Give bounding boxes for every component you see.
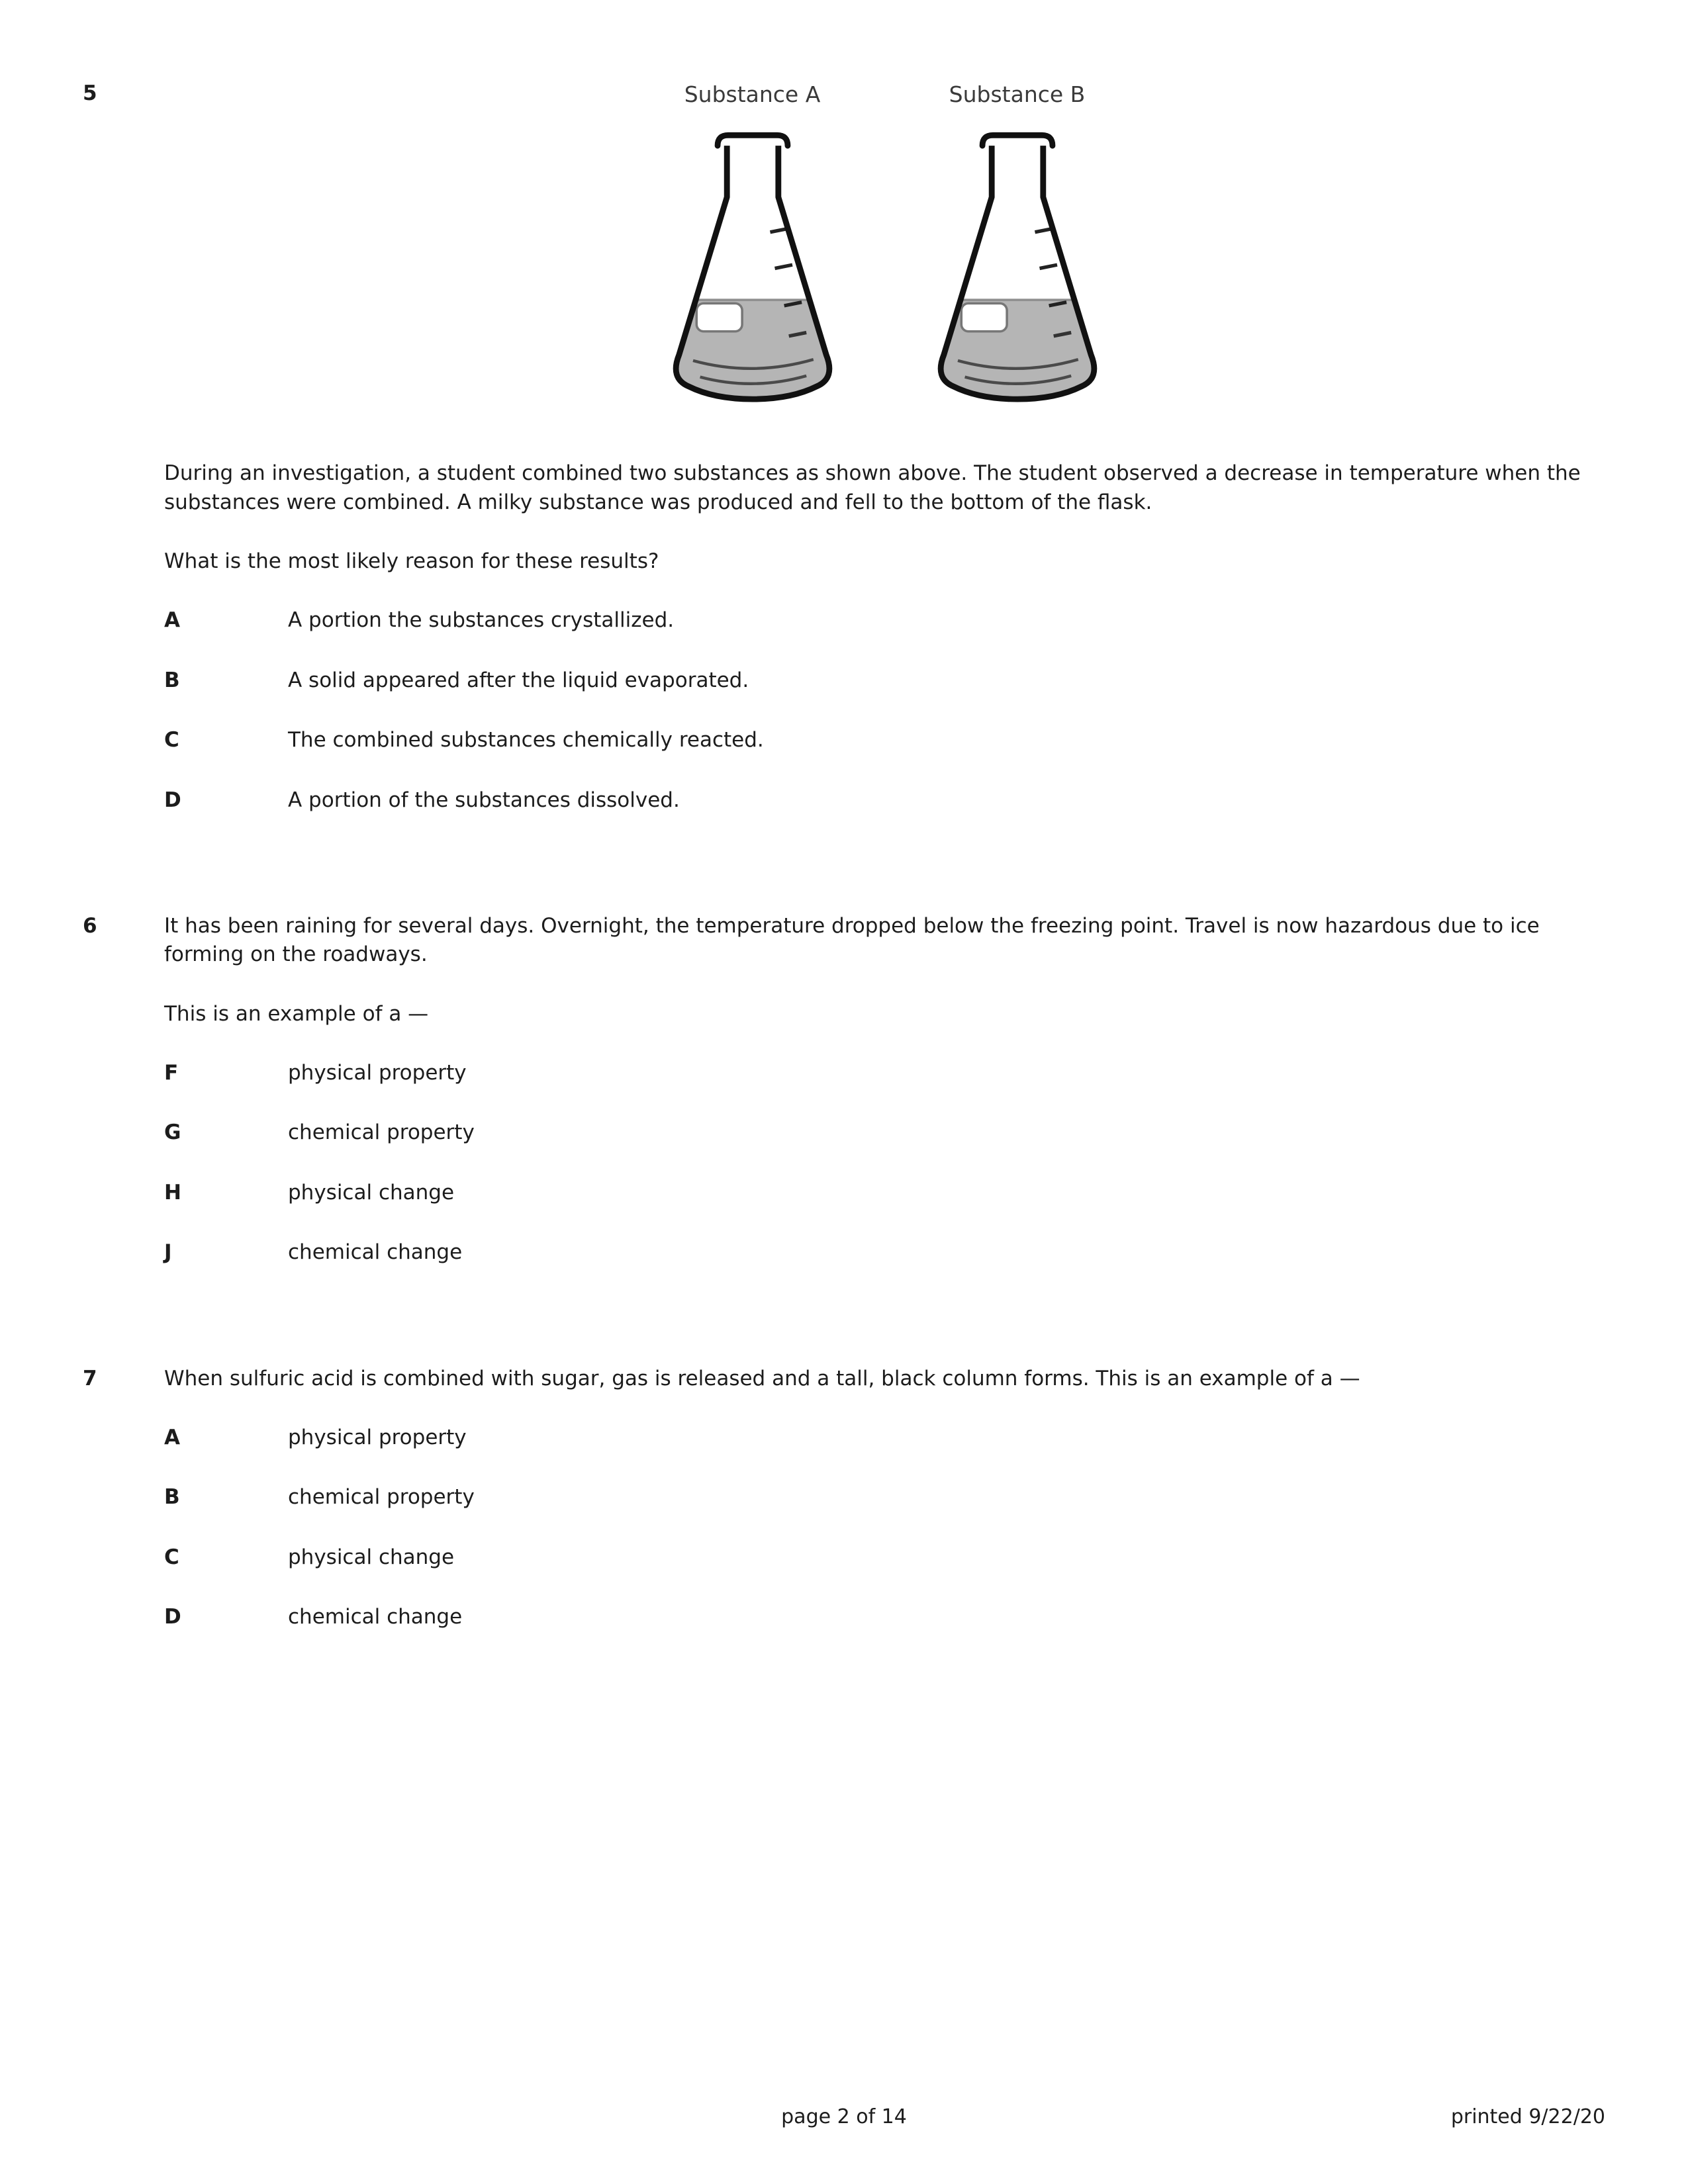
- choice-c: [164, 726, 1605, 754]
- erlenmeyer-flask-icon: [653, 128, 852, 413]
- choice-text: physical property: [288, 1426, 467, 1450]
- choice-letter: A: [164, 608, 180, 633]
- choice-d: [164, 786, 1605, 815]
- choice-h: [164, 1179, 1605, 1207]
- flask-label-a: Substance A: [684, 81, 821, 107]
- flask-figure: [164, 79, 1605, 413]
- choice-b: [164, 1483, 1605, 1512]
- printed-date: printed 9/22/20: [1450, 2105, 1605, 2128]
- question-number: 6: [83, 913, 97, 938]
- choice-text: physical property: [288, 1061, 467, 1085]
- choice-letter: A: [164, 1426, 180, 1450]
- choice-list: [164, 606, 1605, 815]
- choice-g: [164, 1118, 1605, 1147]
- flask-label-b: Substance B: [949, 81, 1086, 107]
- choice-letter: F: [164, 1061, 179, 1085]
- question-7: [83, 1365, 1605, 1663]
- choice-text: A solid appeared after the liquid evaporated.: [288, 668, 749, 692]
- choice-text: The combined substances chemically reacted.: [288, 728, 764, 752]
- question-body: [164, 1365, 1605, 1663]
- choice-a: [164, 606, 1605, 635]
- choice-text: chemical change: [288, 1605, 463, 1629]
- question-body: [164, 79, 1605, 846]
- question-prompt: It has been raining for several days. Overnight, the temperature dropped below the freezing point. Travel is now hazardous due to ice forming on the roadways.: [164, 913, 1540, 967]
- choice-text: A portion the substances crystallized.: [288, 608, 675, 633]
- question-number: 7: [83, 1366, 97, 1390]
- choice-letter: G: [164, 1120, 181, 1145]
- choice-d: [164, 1603, 1605, 1631]
- choice-letter: C: [164, 728, 179, 752]
- choice-text: physical change: [288, 1180, 455, 1205]
- choice-letter: B: [164, 668, 180, 692]
- choice-text: chemical property: [288, 1485, 475, 1510]
- choice-f: [164, 1059, 1605, 1087]
- choice-text: chemical property: [288, 1120, 475, 1145]
- choice-b: [164, 666, 1605, 695]
- question-6: [83, 912, 1605, 1298]
- page-footer: [83, 2103, 1605, 2143]
- choice-letter: D: [164, 1605, 181, 1629]
- choice-text: A portion of the substances dissolved.: [288, 788, 680, 812]
- choice-list: [164, 1424, 1605, 1632]
- flask-substance-b: [918, 79, 1117, 413]
- choice-text: physical change: [288, 1545, 455, 1569]
- page-indicator: page 2 of 14: [781, 2105, 907, 2128]
- question-stem: This is an example of a —: [164, 1001, 429, 1026]
- question-number: 5: [83, 81, 97, 105]
- question-5: [83, 79, 1605, 846]
- choice-letter: D: [164, 788, 181, 812]
- erlenmeyer-flask-icon: [918, 128, 1117, 413]
- choice-letter: J: [164, 1240, 172, 1265]
- choice-c: [164, 1543, 1605, 1572]
- question-prompt: During an investigation, a student combined two substances as shown above. The student observed a decrease in temperature when the substances were combined. A milky substance was produced and fell to the bottom of the flask.: [164, 461, 1581, 514]
- choice-letter: B: [164, 1485, 180, 1510]
- choice-j: [164, 1238, 1605, 1267]
- question-prompt: When sulfuric acid is combined with sugar, gas is released and a tall, black column forms. This is an example of a —: [164, 1366, 1360, 1390]
- question-body: [164, 912, 1605, 1298]
- question-stem: What is the most likely reason for these results?: [164, 549, 659, 573]
- choice-a: [164, 1424, 1605, 1452]
- choice-letter: H: [164, 1180, 181, 1205]
- choice-list: [164, 1059, 1605, 1267]
- flask-substance-a: [653, 79, 852, 413]
- choice-text: chemical change: [288, 1240, 463, 1265]
- choice-letter: C: [164, 1545, 179, 1569]
